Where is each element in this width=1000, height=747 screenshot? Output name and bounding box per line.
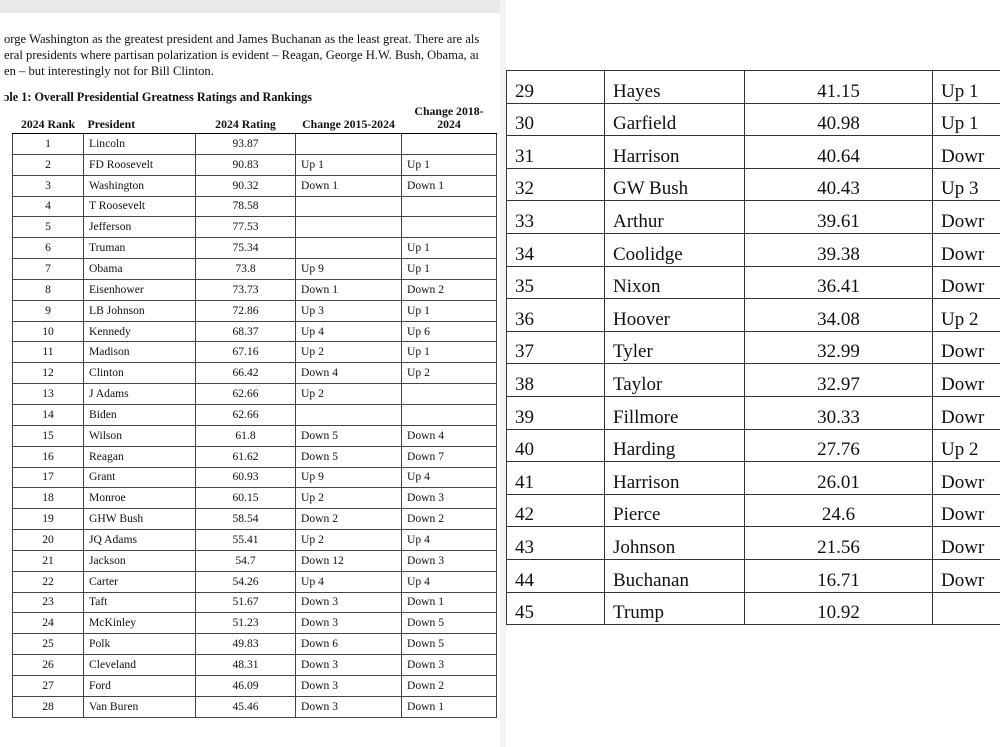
president-cell: Truman xyxy=(84,238,196,259)
table-row xyxy=(13,175,497,196)
change-2015-cell: Down 3 xyxy=(296,592,402,613)
table-row xyxy=(13,613,497,634)
change-2015-cell: Down 5 xyxy=(296,425,402,446)
rating-cell: 45.46 xyxy=(196,696,296,717)
change-2015-cell xyxy=(296,217,402,238)
rating-cell: 41.15 xyxy=(745,71,933,104)
change-2015-cell: Down 3 xyxy=(296,655,402,676)
rating-cell: 90.83 xyxy=(196,154,296,175)
president-cell: Taylor xyxy=(605,364,745,397)
president-cell: Arthur xyxy=(605,201,745,234)
rating-cell: 49.83 xyxy=(196,634,296,655)
change-2018-cell: Up 1 xyxy=(402,300,497,321)
rating-cell: 51.67 xyxy=(196,592,296,613)
change-2018-cell: Down 1 xyxy=(402,175,497,196)
president-cell: Grant xyxy=(84,467,196,488)
table-row xyxy=(13,217,497,238)
change-2018-cell xyxy=(402,134,497,155)
president-cell: Lincoln xyxy=(84,134,196,155)
president-cell: Carter xyxy=(84,571,196,592)
president-cell: Kennedy xyxy=(84,321,196,342)
table-row xyxy=(507,462,1000,495)
change-2015-cell: Dowr xyxy=(933,233,1000,266)
president-cell: LB Johnson xyxy=(84,300,196,321)
table-row xyxy=(13,238,497,259)
rank-cell: 6 xyxy=(13,238,84,259)
change-2015-cell: Up 2 xyxy=(296,342,402,363)
table-row xyxy=(507,494,1000,527)
table-row xyxy=(13,634,497,655)
change-2018-cell: Up 2 xyxy=(402,363,497,384)
table-row xyxy=(13,550,497,571)
table-row xyxy=(507,592,1000,625)
president-cell: Hoover xyxy=(605,299,745,332)
rating-cell: 62.66 xyxy=(196,384,296,405)
change-2015-cell: Dowr xyxy=(933,136,1000,169)
rating-cell: 66.42 xyxy=(196,363,296,384)
rank-cell: 18 xyxy=(13,488,84,509)
president-cell: T Roosevelt xyxy=(84,196,196,217)
change-2018-cell: Up 4 xyxy=(402,571,497,592)
rank-cell: 16 xyxy=(13,446,84,467)
president-cell: Reagan xyxy=(84,446,196,467)
change-2015-cell: Dowr xyxy=(933,494,1000,527)
change-2018-cell: Up 1 xyxy=(402,238,497,259)
rank-cell: 27 xyxy=(13,675,84,696)
rank-cell: 22 xyxy=(13,571,84,592)
change-2018-cell xyxy=(402,404,497,425)
table-row xyxy=(507,233,1000,266)
change-2015-cell xyxy=(296,196,402,217)
change-2015-cell: Down 1 xyxy=(296,279,402,300)
rank-cell: 28 xyxy=(13,696,84,717)
table-row xyxy=(13,154,497,175)
table-row xyxy=(13,404,497,425)
change-2015-cell: Down 3 xyxy=(296,675,402,696)
change-2015-cell: Down 3 xyxy=(296,613,402,634)
change-2015-cell: Up 9 xyxy=(296,467,402,488)
president-cell: Washington xyxy=(84,175,196,196)
rank-cell: 11 xyxy=(13,342,84,363)
president-cell: Ford xyxy=(84,675,196,696)
rank-cell: 15 xyxy=(13,425,84,446)
change-2018-cell: Up 4 xyxy=(402,467,497,488)
change-2018-cell: Down 2 xyxy=(402,509,497,530)
table-row xyxy=(507,168,1000,201)
rating-cell: 58.54 xyxy=(196,509,296,530)
table-row xyxy=(13,467,497,488)
rank-cell: 43 xyxy=(507,527,605,560)
table-row xyxy=(13,300,497,321)
header-president: President xyxy=(84,105,196,134)
table-row xyxy=(13,488,497,509)
president-cell: JQ Adams xyxy=(84,530,196,551)
rating-cell: 16.71 xyxy=(745,559,933,592)
change-2015-cell: Up 9 xyxy=(296,259,402,280)
rating-cell: 73.73 xyxy=(196,279,296,300)
president-cell: Wilson xyxy=(84,425,196,446)
rank-cell: 4 xyxy=(13,196,84,217)
header-change-2018: Change 2018-2024 xyxy=(402,105,497,134)
rank-cell: 10 xyxy=(13,321,84,342)
rating-cell: 30.33 xyxy=(745,396,933,429)
table-row xyxy=(13,530,497,551)
rank-cell: 13 xyxy=(13,384,84,405)
president-cell: GHW Bush xyxy=(84,509,196,530)
president-cell: Tyler xyxy=(605,331,745,364)
rating-cell: 21.56 xyxy=(745,527,933,560)
rank-cell: 9 xyxy=(13,300,84,321)
rank-cell: 32 xyxy=(507,168,605,201)
rating-cell: 54.26 xyxy=(196,571,296,592)
change-2015-cell: Dowr xyxy=(933,201,1000,234)
rating-cell: 90.32 xyxy=(196,175,296,196)
change-2015-cell: Up 1 xyxy=(296,154,402,175)
rank-cell: 33 xyxy=(507,201,605,234)
rank-cell: 39 xyxy=(507,396,605,429)
president-cell: Jackson xyxy=(84,550,196,571)
intro-paragraph xyxy=(4,31,500,79)
rank-cell: 8 xyxy=(13,279,84,300)
change-2015-cell xyxy=(933,592,1000,625)
table-row xyxy=(13,259,497,280)
change-2015-cell: Up 2 xyxy=(296,530,402,551)
table-row xyxy=(13,342,497,363)
table-row xyxy=(13,279,497,300)
president-cell: Hayes xyxy=(605,71,745,104)
president-cell: McKinley xyxy=(84,613,196,634)
rating-cell: 46.09 xyxy=(196,675,296,696)
rating-cell: 39.61 xyxy=(745,201,933,234)
table-row xyxy=(13,655,497,676)
rank-cell: 21 xyxy=(13,550,84,571)
rating-cell: 34.08 xyxy=(745,299,933,332)
president-cell: Cleveland xyxy=(84,655,196,676)
table-row xyxy=(507,103,1000,136)
change-2018-cell: Down 2 xyxy=(402,279,497,300)
rank-cell: 1 xyxy=(13,134,84,155)
president-cell: FD Roosevelt xyxy=(84,154,196,175)
president-cell: Garfield xyxy=(605,103,745,136)
rank-cell: 12 xyxy=(13,363,84,384)
president-cell: Clinton xyxy=(84,363,196,384)
table-row xyxy=(507,266,1000,299)
rating-cell: 68.37 xyxy=(196,321,296,342)
rating-cell: 10.92 xyxy=(745,592,933,625)
change-2015-cell: Up 2 xyxy=(933,429,1000,462)
change-2015-cell: Dowr xyxy=(933,266,1000,299)
table-row xyxy=(507,396,1000,429)
rating-cell: 32.97 xyxy=(745,364,933,397)
change-2015-cell: Dowr xyxy=(933,527,1000,560)
president-cell: Polk xyxy=(84,634,196,655)
rating-cell: 75.34 xyxy=(196,238,296,259)
change-2018-cell: Up 6 xyxy=(402,321,497,342)
rankings-table-left xyxy=(12,105,497,718)
president-cell: GW Bush xyxy=(605,168,745,201)
rank-cell: 24 xyxy=(13,613,84,634)
table-row xyxy=(13,446,497,467)
change-2015-cell: Up 2 xyxy=(296,384,402,405)
rank-cell: 45 xyxy=(507,592,605,625)
left-table-body xyxy=(13,134,497,718)
president-cell: Buchanan xyxy=(605,559,745,592)
rank-cell: 44 xyxy=(507,559,605,592)
table-row xyxy=(13,592,497,613)
rating-cell: 40.64 xyxy=(745,136,933,169)
change-2018-cell: Down 5 xyxy=(402,634,497,655)
change-2018-cell: Down 3 xyxy=(402,488,497,509)
rating-cell: 72.86 xyxy=(196,300,296,321)
table-row xyxy=(507,331,1000,364)
table-row xyxy=(13,196,497,217)
rating-cell: 67.16 xyxy=(196,342,296,363)
table-row xyxy=(13,509,497,530)
rating-cell: 77.53 xyxy=(196,217,296,238)
change-2015-cell: Down 1 xyxy=(296,175,402,196)
president-cell: Trump xyxy=(605,592,745,625)
change-2018-cell: Up 1 xyxy=(402,259,497,280)
change-2015-cell: Down 6 xyxy=(296,634,402,655)
change-2018-cell: Down 5 xyxy=(402,613,497,634)
table-row xyxy=(507,527,1000,560)
rank-cell: 40 xyxy=(507,429,605,462)
change-2018-cell xyxy=(402,384,497,405)
header-change-2015: Change 2015-2024 xyxy=(296,105,402,134)
rank-cell: 20 xyxy=(13,530,84,551)
change-2015-cell xyxy=(296,238,402,259)
president-cell: Johnson xyxy=(605,527,745,560)
header-row xyxy=(13,105,497,134)
change-2015-cell: Up 2 xyxy=(296,488,402,509)
change-2018-cell: Down 1 xyxy=(402,592,497,613)
change-2015-cell: Dowr xyxy=(933,559,1000,592)
president-cell: Jefferson xyxy=(84,217,196,238)
rank-cell: 31 xyxy=(507,136,605,169)
president-cell: Pierce xyxy=(605,494,745,527)
table-row xyxy=(13,571,497,592)
rankings-table-right xyxy=(506,70,1000,625)
rating-cell: 39.38 xyxy=(745,233,933,266)
rating-cell: 61.8 xyxy=(196,425,296,446)
president-cell: J Adams xyxy=(84,384,196,405)
rank-cell: 14 xyxy=(13,404,84,425)
change-2018-cell: Up 1 xyxy=(402,342,497,363)
president-cell: Eisenhower xyxy=(84,279,196,300)
table-row xyxy=(507,559,1000,592)
rating-cell: 27.76 xyxy=(745,429,933,462)
intro-line: eral presidents where partisan polarization is evident – Reagan, George H.W. Bush, Obama, aı xyxy=(4,48,479,62)
rating-cell: 61.62 xyxy=(196,446,296,467)
president-cell: Harrison xyxy=(605,136,745,169)
right-page-scan xyxy=(506,0,1000,747)
change-2018-cell: Down 3 xyxy=(402,550,497,571)
president-cell: Nixon xyxy=(605,266,745,299)
intro-line: en – but interestingly not for Bill Clinton. xyxy=(4,64,214,78)
change-2015-cell: Up 3 xyxy=(296,300,402,321)
president-cell: Biden xyxy=(84,404,196,425)
change-2015-cell xyxy=(296,404,402,425)
president-cell: Harrison xyxy=(605,462,745,495)
rank-cell: 5 xyxy=(13,217,84,238)
table-row xyxy=(13,321,497,342)
rank-cell: 34 xyxy=(507,233,605,266)
rating-cell: 60.15 xyxy=(196,488,296,509)
change-2018-cell xyxy=(402,196,497,217)
header-rating: 2024 Rating xyxy=(196,105,296,134)
table-row xyxy=(13,134,497,155)
president-cell: Monroe xyxy=(84,488,196,509)
table-row xyxy=(13,363,497,384)
rating-cell: 36.41 xyxy=(745,266,933,299)
change-2015-cell: Up 4 xyxy=(296,571,402,592)
change-2015-cell: Up 4 xyxy=(296,321,402,342)
change-2015-cell: Dowr xyxy=(933,396,1000,429)
president-cell: Fillmore xyxy=(605,396,745,429)
president-cell: Coolidge xyxy=(605,233,745,266)
change-2018-cell: Down 4 xyxy=(402,425,497,446)
change-2018-cell: Down 3 xyxy=(402,655,497,676)
rating-cell: 51.23 xyxy=(196,613,296,634)
president-cell: Taft xyxy=(84,592,196,613)
rank-cell: 23 xyxy=(13,592,84,613)
table-row xyxy=(507,364,1000,397)
rank-cell: 19 xyxy=(13,509,84,530)
table-row xyxy=(13,425,497,446)
rating-cell: 54.7 xyxy=(196,550,296,571)
change-2015-cell: Down 12 xyxy=(296,550,402,571)
table-row xyxy=(13,675,497,696)
change-2015-cell: Dowr xyxy=(933,331,1000,364)
change-2015-cell: Down 3 xyxy=(296,696,402,717)
rank-cell: 25 xyxy=(13,634,84,655)
table-row xyxy=(507,201,1000,234)
change-2015-cell: Down 2 xyxy=(296,509,402,530)
rank-cell: 35 xyxy=(507,266,605,299)
change-2018-cell: Up 4 xyxy=(402,530,497,551)
rating-cell: 40.43 xyxy=(745,168,933,201)
rank-cell: 29 xyxy=(507,71,605,104)
rank-cell: 17 xyxy=(13,467,84,488)
table-row xyxy=(507,71,1000,104)
rating-cell: 24.6 xyxy=(745,494,933,527)
intro-line: orge Washington as the greatest president and James Buchanan as the least great. There are als xyxy=(4,32,480,46)
table-row xyxy=(507,136,1000,169)
rank-cell: 36 xyxy=(507,299,605,332)
change-2015-cell: Up 2 xyxy=(933,299,1000,332)
rank-cell: 2 xyxy=(13,154,84,175)
table-caption: ɔle 1: Overall Presidential Greatness Ratings and Rankings xyxy=(4,90,312,104)
rating-cell: 32.99 xyxy=(745,331,933,364)
page-top-edge xyxy=(0,0,500,13)
president-cell: Van Buren xyxy=(84,696,196,717)
change-2018-cell: Down 2 xyxy=(402,675,497,696)
president-cell: Madison xyxy=(84,342,196,363)
rating-cell: 55.41 xyxy=(196,530,296,551)
table-row xyxy=(507,299,1000,332)
rating-cell: 60.93 xyxy=(196,467,296,488)
rank-cell: 3 xyxy=(13,175,84,196)
rating-cell: 78.58 xyxy=(196,196,296,217)
rank-cell: 41 xyxy=(507,462,605,495)
president-cell: Obama xyxy=(84,259,196,280)
change-2015-cell: Down 4 xyxy=(296,363,402,384)
change-2018-cell: Up 1 xyxy=(402,154,497,175)
rank-cell: 30 xyxy=(507,103,605,136)
change-2015-cell: Dowr xyxy=(933,462,1000,495)
rank-cell: 7 xyxy=(13,259,84,280)
rank-cell: 26 xyxy=(13,655,84,676)
change-2015-cell: Dowr xyxy=(933,364,1000,397)
rating-cell: 26.01 xyxy=(745,462,933,495)
rating-cell: 62.66 xyxy=(196,404,296,425)
rank-cell: 37 xyxy=(507,331,605,364)
rating-cell: 48.31 xyxy=(196,655,296,676)
change-2018-cell: Down 7 xyxy=(402,446,497,467)
rating-cell: 40.98 xyxy=(745,103,933,136)
rank-cell: 42 xyxy=(507,494,605,527)
table-row xyxy=(507,429,1000,462)
right-table-body xyxy=(507,71,1000,625)
change-2018-cell: Down 1 xyxy=(402,696,497,717)
table-row xyxy=(13,384,497,405)
change-2015-cell: Down 5 xyxy=(296,446,402,467)
rating-cell: 73.8 xyxy=(196,259,296,280)
header-rank: 2024 Rank xyxy=(13,105,84,134)
rank-cell: 38 xyxy=(507,364,605,397)
table-row xyxy=(13,696,497,717)
change-2015-cell: Up 1 xyxy=(933,103,1000,136)
change-2015-cell xyxy=(296,134,402,155)
change-2015-cell: Up 1 xyxy=(933,71,1000,104)
president-cell: Harding xyxy=(605,429,745,462)
change-2018-cell xyxy=(402,217,497,238)
change-2015-cell: Up 3 xyxy=(933,168,1000,201)
rating-cell: 93.87 xyxy=(196,134,296,155)
